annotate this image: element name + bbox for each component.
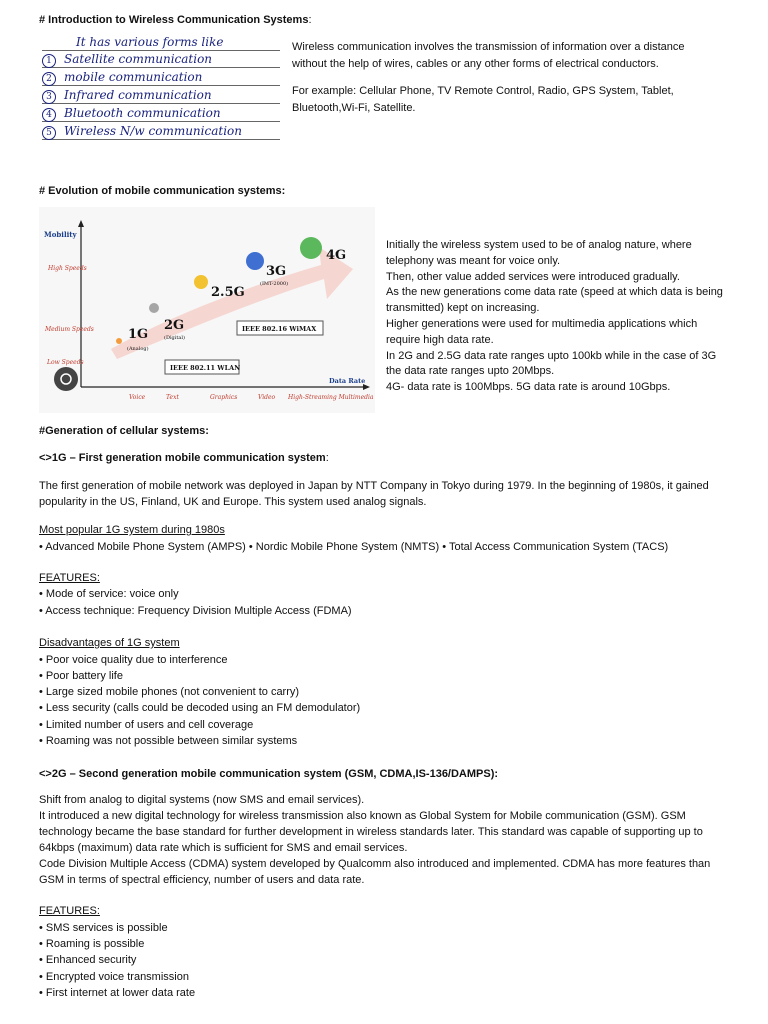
- note-item: 5 Wireless N/w communication: [42, 123, 280, 140]
- handwritten-notes: [38, 30, 284, 146]
- y-tick-label: Low Speeds: [47, 359, 84, 366]
- g1-heading: <>1G – First generation mobile communication system:: [39, 452, 329, 464]
- y-axis-arrow: [78, 220, 84, 227]
- g2-paragraph-line: 64kbps (maximum) data rate which is sufficient for SMS and email services.: [39, 842, 408, 854]
- y-tick-label: High Speeds: [48, 265, 87, 272]
- point-4g: [300, 237, 322, 259]
- g2-heading: <>2G – Second generation mobile communication system (GSM, CDMA,IS-136/DAMPS):: [39, 768, 499, 780]
- point-label-2g: 2G: [164, 318, 185, 333]
- g2-feature-item: • First internet at lower data rate: [39, 987, 196, 999]
- note-item: 4 Bluetooth communication: [42, 105, 280, 122]
- point-3g: [246, 252, 264, 270]
- evolution-chart: [39, 207, 375, 413]
- wlan-box-label: IEEE 802.11 WLAN: [170, 364, 241, 372]
- point-label-4g: 4G: [326, 248, 347, 263]
- g1-disadv-item: • Less security (calls could be decoded using an FM demodulator): [39, 702, 361, 714]
- note-item: 1 Satellite communication: [42, 51, 280, 68]
- y-axis-label: Mobility: [44, 230, 77, 239]
- chart-svg: [39, 207, 375, 413]
- note-item: 2 mobile communication: [42, 69, 280, 86]
- g1-disadv-item: • Poor battery life: [39, 670, 123, 682]
- notes-title: It has various forms like: [42, 34, 280, 51]
- g2-paragraph-line: It introduced a new digital technology for wireless transmission also known as Global System for Mobile communication (GSM). GSM: [39, 810, 686, 822]
- x-tick-label: High-Streaming Multimedia: [288, 394, 374, 401]
- wimax-box-label: IEEE 802.16 WiMAX: [242, 325, 317, 333]
- note-item: 3 Infrared communication: [42, 87, 280, 104]
- point-label-3g: 3G: [266, 264, 287, 279]
- g2-paragraph-line: Code Division Multiple Access (CDMA) system developed by Qualcomm also introduced and implemented. CDMA has more features than: [39, 858, 711, 870]
- generation-heading: #Generation of cellular systems:: [39, 425, 209, 437]
- g2-paragraph-line: technology became the base standard for further development in wireless standards later. This standard was capable of supporting up to: [39, 826, 703, 838]
- g1-paragraph-line: popularity in the US, Finland, UK and Europe. This system used analog signals.: [39, 496, 427, 508]
- g2-feature-item: • Enhanced security: [39, 954, 137, 966]
- intro-heading: # Introduction to Wireless Communication Systems:: [39, 14, 312, 26]
- popular-heading: Most popular 1G system during 1980s: [39, 524, 225, 536]
- g2-feature-item: • Roaming is possible: [39, 938, 145, 950]
- g1-feature-item: • Mode of service: voice only: [39, 588, 179, 600]
- evolution-text: Initially the wireless system used to be of analog nature, where telephony was meant for voice only. Then, other value added services were introduced gradually. As the new generations come data rate (speed at which data is being transmitted) kept on increasing. Higher generations were used for multimedia applications which require high data rate. In 2G and 2.5G data rate ranges upto 100kb while in the case of 3G the data rate ranges upto 20Mbps. 4G- data rate is 100Mbps. 5G data rate is around 10Gbps.: [386, 239, 723, 394]
- point-label-2-5g: 2.5G: [211, 285, 245, 300]
- g2-features-heading: FEATURES:: [39, 905, 100, 917]
- x-tick-label: Voice: [129, 394, 146, 401]
- point-label-1g: 1G: [128, 327, 149, 342]
- g2-paragraph-line: GSM in terms of spectral efficiency, number of users and data rate.: [39, 874, 365, 886]
- point-2g: [149, 303, 159, 313]
- g1-feature-item: • Access technique: Frequency Division Multiple Access (FDMA): [39, 605, 352, 617]
- g1-disadv-item: • Roaming was not possible between similar systems: [39, 735, 298, 747]
- x-tick-label: Graphics: [210, 394, 238, 401]
- point-sub-2g: (Digital): [164, 335, 185, 341]
- evolution-heading: # Evolution of mobile communication systems:: [39, 185, 286, 197]
- y-tick-label: Medium Speeds: [45, 326, 94, 333]
- g1-disadv-heading: Disadvantages of 1G system: [39, 637, 180, 649]
- g2-feature-item: • Encrypted voice transmission: [39, 971, 189, 983]
- intro-examples: For example: Cellular Phone, TV Remote Control, Radio, GPS System, Tablet, Bluetooth,Wi-Fi, Satellite.: [292, 85, 674, 114]
- intro-definition: Wireless communication involves the transmission of information over a distance without the help of wires, cables or any other forms of electrical conductors.: [292, 41, 685, 70]
- popular-systems: • Advanced Mobile Phone System (AMPS) • Nordic Mobile Phone System (NMTS) • Total Access Communication System (TACS): [39, 541, 669, 553]
- evolution-arrow: [111, 247, 353, 359]
- point-sub-1g: (Analog): [127, 346, 149, 352]
- g1-features-heading: FEATURES:: [39, 572, 100, 584]
- g1-disadv-item: • Poor voice quality due to interference: [39, 654, 228, 666]
- point-sub-3g: (IMT-2000): [260, 281, 289, 287]
- lens-icon[interactable]: [54, 367, 78, 391]
- point-2-5g: [194, 275, 208, 289]
- g1-disadv-item: • Large sized mobile phones (not convenient to carry): [39, 686, 300, 698]
- g1-disadv-item: • Limited number of users and cell coverage: [39, 719, 254, 731]
- x-axis-label: Data Rate: [329, 377, 366, 385]
- g1-paragraph-line: The first generation of mobile network was deployed in Japan by NTT Company in Tokyo during 1979. In the beginning of 1980s, it gained: [39, 480, 709, 492]
- g2-paragraph-line: Shift from analog to digital systems (now SMS and email services).: [39, 794, 365, 806]
- x-tick-label: Text: [166, 394, 179, 401]
- point-1g: [116, 338, 122, 344]
- x-tick-label: Video: [258, 394, 276, 401]
- g2-feature-item: • SMS services is possible: [39, 922, 168, 934]
